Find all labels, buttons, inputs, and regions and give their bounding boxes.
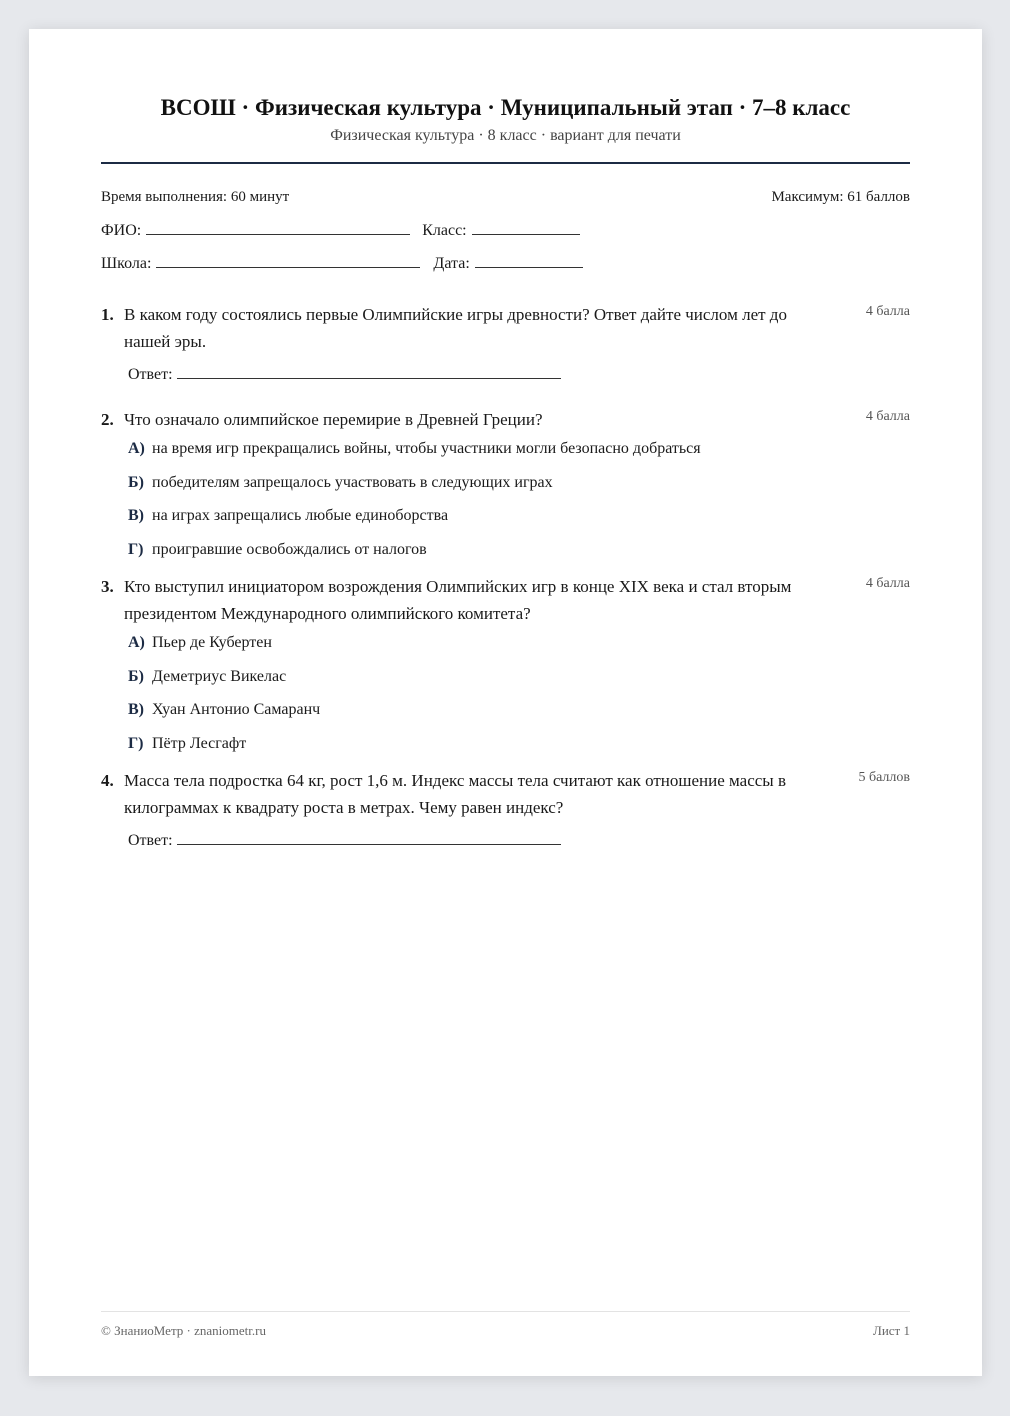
answer-row bbox=[128, 364, 910, 384]
option-letter: А) bbox=[128, 634, 145, 651]
sheet-content bbox=[101, 29, 910, 850]
option-g[interactable] bbox=[128, 734, 910, 754]
footer-divider bbox=[101, 1311, 910, 1312]
question-number: 1. bbox=[101, 305, 114, 324]
class-label: Класс: bbox=[422, 222, 467, 239]
option-v[interactable] bbox=[128, 700, 910, 720]
question-number: 2. bbox=[101, 410, 114, 429]
option-letter: Б) bbox=[128, 473, 144, 491]
option-letter: А) bbox=[128, 440, 145, 457]
exam-sheet bbox=[29, 29, 982, 1376]
page-footer bbox=[101, 1323, 910, 1339]
page-number: Лист 1 bbox=[873, 1323, 910, 1338]
time-limit: Время выполнения: 60 минут bbox=[101, 189, 290, 205]
options-list bbox=[128, 633, 910, 754]
question-4 bbox=[101, 767, 910, 850]
option-a[interactable] bbox=[128, 633, 910, 653]
footer-copyright: © ЗнаниоМетр · znaniometr.ru bbox=[101, 1323, 266, 1338]
question-3 bbox=[101, 573, 910, 754]
question-text: Что означало олимпийское перемирие в Древней Греции? bbox=[124, 410, 543, 429]
fio-class-row bbox=[101, 220, 910, 240]
option-letter: Б) bbox=[128, 667, 144, 685]
option-text: Пётр Лесгафт bbox=[152, 734, 247, 752]
question-points: 4 балла bbox=[865, 409, 910, 424]
option-text: победителям запрещалось участвовать в следующих играх bbox=[152, 473, 553, 491]
option-letter: В) bbox=[128, 701, 144, 718]
option-letter: Г) bbox=[128, 734, 144, 752]
question-text: В каком году состоялись первые Олимпийские игры древности? Ответ дайте числом лет до нашей эры. bbox=[124, 305, 787, 351]
option-text: на играх запрещались любые единоборства bbox=[152, 507, 449, 524]
option-letter: В) bbox=[128, 507, 144, 524]
option-v[interactable] bbox=[128, 506, 910, 526]
options-list bbox=[128, 439, 910, 560]
question-points: 5 баллов bbox=[858, 770, 910, 785]
question-text: Кто выступил инициатором возрождения Олимпийских игр в конце XIX века и стал вторым президентом Международного олимпийского комитета? bbox=[124, 577, 792, 623]
option-text: Пьер де Кубертен bbox=[152, 634, 272, 651]
option-a[interactable] bbox=[128, 439, 910, 459]
answer-label: Ответ: bbox=[128, 366, 173, 383]
option-g[interactable] bbox=[128, 540, 910, 560]
question-1 bbox=[101, 301, 910, 384]
option-b[interactable] bbox=[128, 473, 910, 493]
answer-row bbox=[128, 830, 910, 850]
max-score: Максимум: 61 баллов bbox=[771, 189, 910, 205]
option-text: проигравшие освобождались от налогов bbox=[152, 540, 427, 558]
school-date-row bbox=[101, 253, 910, 273]
answer-field[interactable] bbox=[177, 364, 561, 379]
question-number: 3. bbox=[101, 577, 114, 596]
school-label: Школа: bbox=[101, 255, 152, 272]
answer-label: Ответ: bbox=[128, 832, 173, 849]
option-text: Деметриус Викелас bbox=[152, 667, 287, 685]
date-field[interactable] bbox=[475, 253, 583, 268]
header-divider bbox=[101, 162, 910, 164]
question-text: Масса тела подростка 64 кг, рост 1,6 м. Индекс массы тела считают как отношение массы в килограммах к квадрату роста в метрах. Чему равен индекс? bbox=[124, 771, 786, 817]
exam-meta bbox=[101, 189, 910, 206]
class-field[interactable] bbox=[472, 220, 580, 235]
fio-field[interactable] bbox=[146, 220, 410, 235]
fio-label: ФИО: bbox=[101, 222, 142, 239]
option-b[interactable] bbox=[128, 667, 910, 687]
question-points: 4 балла bbox=[865, 576, 910, 591]
page-title: ВСОШ · Физическая культура · Муниципальный этап · 7–8 класс bbox=[160, 95, 851, 120]
question-2 bbox=[101, 406, 910, 560]
page-subtitle: Физическая культура · 8 класс · вариант для печати bbox=[330, 127, 681, 144]
question-number: 4. bbox=[101, 771, 114, 790]
option-text: на время игр прекращались войны, чтобы участники могли безопасно добраться bbox=[152, 440, 701, 457]
question-points: 4 балла bbox=[865, 304, 910, 319]
date-label: Дата: bbox=[433, 255, 470, 272]
school-field[interactable] bbox=[156, 253, 420, 268]
option-letter: Г) bbox=[128, 540, 144, 558]
option-text: Хуан Антонио Самаранч bbox=[152, 701, 321, 718]
answer-field[interactable] bbox=[177, 830, 561, 845]
